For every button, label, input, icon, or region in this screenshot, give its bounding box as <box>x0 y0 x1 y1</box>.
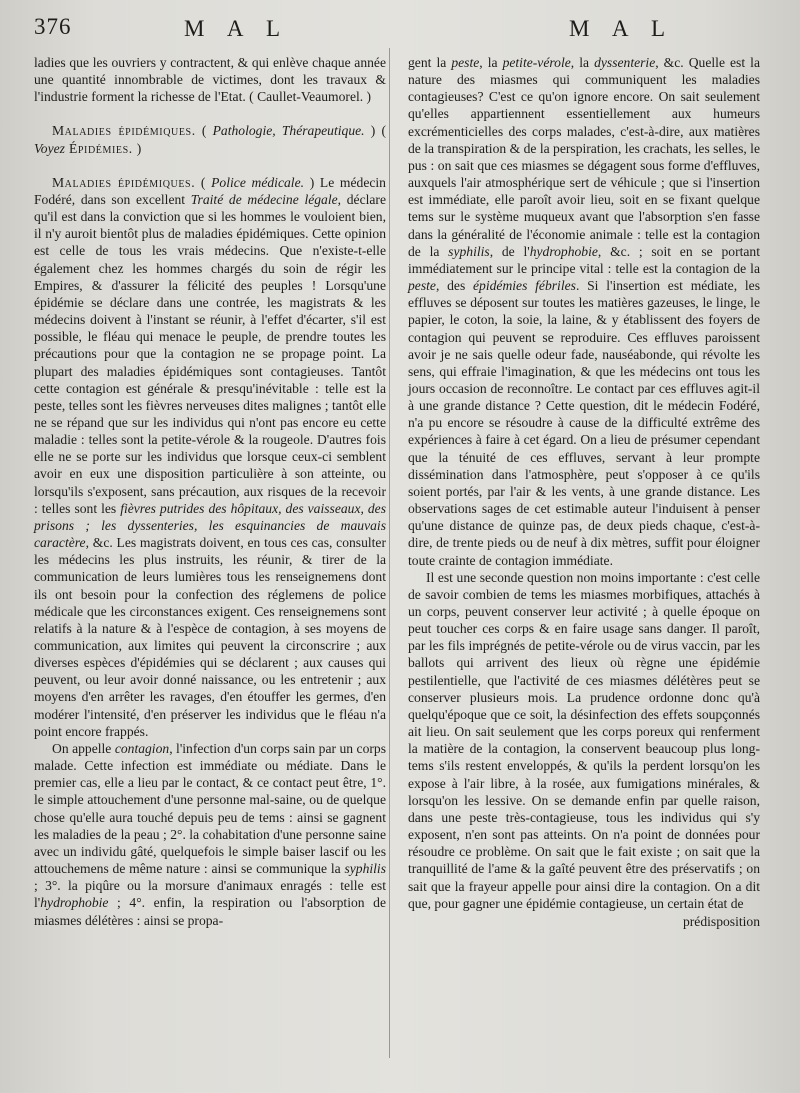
entry-heading: Maladies épidémiques. <box>52 174 196 190</box>
text: . Si l'insertion est médiate, les effluves se déposent sur toutes les matières gazeuses, le linge, le papier, le coton, la soie, la laine, & y établissent des foyers de contagion qui peuvent se reproduire. Ces effluves paroissent avoir je ne sais quelle odeur fade, nauséabonde, qui révolte les sens, qui effraie l'imagination, & que les médecins ont tous les jours occasion de reconnoître. Le contact par ces effluves agit-il à une grande distance ? Cette question, dit le médecin Fodéré, n'a pu encore se résoudre à cause de la difficulté extrême des expériences à faire à cet égard. On a lieu de présumer cependant que la ténuité de ces effluves, servant à leur prompte dissémination dans l'atmosphère, peut s'opposer à ce qu'ils soient portés, par l'air & les vents, à une grande distance. Les observations sages de cet estimable auteur l'induisent à penser qu'une distance de quinze pas, de deux pieds chaque, c'est-à-dire, de trente pieds ou de neuf à dix mètres, suffit pour éloigner toute crainte de contagion immédiate. <box>408 278 760 568</box>
text: gent la <box>408 55 452 70</box>
text-italic: hydrophobie <box>529 243 598 259</box>
text-italic: peste <box>451 55 480 70</box>
text: ) ( <box>364 123 386 139</box>
column-divider <box>389 48 390 1058</box>
text: ( <box>195 174 212 190</box>
text: , &c. ; soit en se portant immédiatement sur le principe vital : telle est la contagion de la <box>408 243 760 276</box>
entry-pathologie <box>34 122 386 156</box>
text-italic: Traité de médecine légale <box>190 191 338 207</box>
running-head-right: M A L <box>569 16 675 41</box>
text-italic: petite-vérole <box>502 55 571 70</box>
paragraph-caullet <box>34 54 386 105</box>
text: , la <box>479 55 503 70</box>
cross-reference: Épidémies. ) <box>64 140 142 156</box>
paragraph-contagion <box>34 740 386 929</box>
text: , des <box>435 278 474 294</box>
entry-police-medicale <box>34 174 386 740</box>
text: , la <box>570 55 595 70</box>
text-columns <box>34 54 760 930</box>
page-header <box>34 14 760 54</box>
text-italic: peste <box>408 278 436 294</box>
entry-heading: Maladies épidémiques. <box>52 123 196 139</box>
text-italic: Police médicale. <box>211 174 304 190</box>
paragraph-seconde-question <box>408 569 760 912</box>
text: ; 3°. la piqûre ou la morsure d'animaux enragés : telle est l' <box>34 878 386 911</box>
text: , &c. Quelle est la nature des miasmes qui communiquent les maladies contagieuses? C'est ce qu'on ignore encore. On sait seulement qu'elles appartiennent essentiellement aux humeurs excrémenticielles des corps malades, c'est-à-dire, aux matières de la transpiration & de la perspiration, les crachats, les selles, le pus : on sait que ces miasmes se dégagent sous forme d'effluves, auxquels l'air atmosphérique sert de véhicule ; que si l'insertion est immédiate, elle paroît avoir lieu, soit en se fixant quelque tems sur le système muqueux avant que l'absorption s'en fasse dans la généralité de l'économie animale : telle est la contagion de la <box>408 55 760 259</box>
text: ladies que les ouvriers y contractent, & qui enlève chaque année une quantité innombrable de victimes, dont les travaux & l'industrie forment la richesse de l'Etat. ( Caullet-Veaumorel. ) <box>34 55 386 105</box>
running-head-left: M A L <box>184 16 290 41</box>
text: ; 4°. enfin, la respiration ou l'absorption de miasmes délétères : ainsi se propa- <box>34 895 386 928</box>
text: On appelle <box>52 740 115 756</box>
text: Il est une seconde question non moins importante : c'est celle de savoir combien de tems les miasmes morbifiques, attachés à un corps, peuvent conserver leur activité ; à quelle époque on peut toucher ces corps & en faire usage sans danger. Il paroît, par les fils imprégnés de petite-vérole ou de virus vaccin, par les ballots qui arrivent des lieux où règne une épidémie pestilentielle, que l'activité de ces miasmes délétères peut se conserver plusieurs mois. La prudence ordonne donc qu'à quelqu'époque que ce soit, la désinfection des effets soupçonnés ait lieu. On sait seulement que les corps poreux qui renferment la matière de la contagion, la conservent beaucoup plus long-tems s'ils restent enveloppés, & qu'ils la perdent lorsqu'on les expose à l'air libre, à la rosée, aux fumigations minérales, & lorsqu'on les lessive. On se demande enfin par quelle raison, dans une peste très-contagieuse, tous les individus qui s'y exposent, n'en sont pas atteints. On n'a point de données pour résoudre ce problème. On sait que le fait existe ; on sait que la tranquillité de l'ame & la gaîté peuvent être des préservatifs ; on sait que la frayeur appelle pour ainsi dire la contagion. On a dit que, pour gagner une épidémie contagieuse, un certain état de <box>408 569 760 911</box>
text-italic: syphilis <box>448 243 490 259</box>
text: , déclare qu'il est dans la conviction que si les hommes le vouloient bien, il n'y auroit bientôt plus de maladies épidémiques. Cette opinion est celle de tous les vrais médecins. Que n'existe-t-elle également chez les hommes chargés du soin de régir les Empires, & d'assurer la félicité des peuples ! Lorsqu'une épidémie se déclare dans une contrée, les magistrats & les médecins doivent à l'instant se réunir, à l'effet d'écarter, s'il est possible, le fléau qui menace le peuple, de prendre toutes les précautions pour que la contagion ne se propage point. La plupart des maladies épidémiques sont contagieuses. Tantôt cette contagion est générale & presqu'inévitable : telle est la peste, telles sont les fièvres nerveuses dites malignes ; tantôt elle ne se répand que sur les individus qui n'ont pas encore eu cette maladie : telles sont la petite-vérole & la rougeole. D'autres fois elle ne se porte sur les individus que lorsque ceux-ci semblent avoir en eux une disposition particulière à son atteinte, ou lorsqu'ils s'exposent, sans précaution, aux risques de la recevoir : telles sont les <box>34 191 386 516</box>
text-italic: hydrophobie <box>40 895 109 911</box>
text: ( <box>195 123 213 139</box>
left-column <box>34 54 386 930</box>
paragraph-miasmes <box>408 54 760 569</box>
text-italic: fièvres putrides des hôpitaux, des vaisseaux, des prisons ; les dyssenteries, les esquinancies de mauvais caractère <box>34 500 386 551</box>
catchword: prédisposition <box>682 913 760 929</box>
text-italic: Voyez <box>34 140 65 156</box>
text-italic: contagion <box>114 740 170 756</box>
page-number: 376 <box>34 14 72 39</box>
text-italic: Pathologie, Thérapeutique. <box>212 123 365 139</box>
text: , l'infection d'un corps sain par un corps malade. Cette infection est immédiate ou médiate. Dans le premier cas, elle a lieu par le contact, & ce contact peut être, 1°. le simple attouchement d'une personne mal-saine, ou de quelque chose qu'elle aura touché depuis peu de tems : ainsi se gagnent les maladies de la peau ; 2°. la cohabitation d'une personne saine avec un individu gâté, quelquefois le simple baiser lascif ou les attouchemens de même nature : ainsi se communique la <box>34 740 386 877</box>
text: , de l' <box>489 243 530 259</box>
right-column <box>408 54 760 930</box>
text-italic: dyssenterie <box>594 55 656 70</box>
text: , &c. Les magistrats doivent, en tous ces cas, consulter les médecins les plus instruits, les réunir, & tirer de la communication de leurs lumières tous les renseignemens dont ils ont besoin pour la confection des réglemens de police médicale que les circonstances exigent. Ces renseignemens sont relatifs à la nature & à l'espèce de contagion, à ses moyens de communication, aux limites qui peuvent la circonscrire ; aux diverses espèces d'épidémies qui se déclarent ; aux causes qui peuvent, ou leur avoir donné naissance, ou les entretenir ; aux moyens d'en arrêter les ravages, d'en étouffer les germes, d'en modérer l'intensité, d'en préserver les individus que le fléau n'a point encore frappés. <box>34 535 386 739</box>
text: ) Le médecin Fodéré, dans son excellent <box>34 174 386 207</box>
text-italic: syphilis <box>344 861 386 877</box>
text-italic: épidémies fébriles <box>473 278 576 294</box>
